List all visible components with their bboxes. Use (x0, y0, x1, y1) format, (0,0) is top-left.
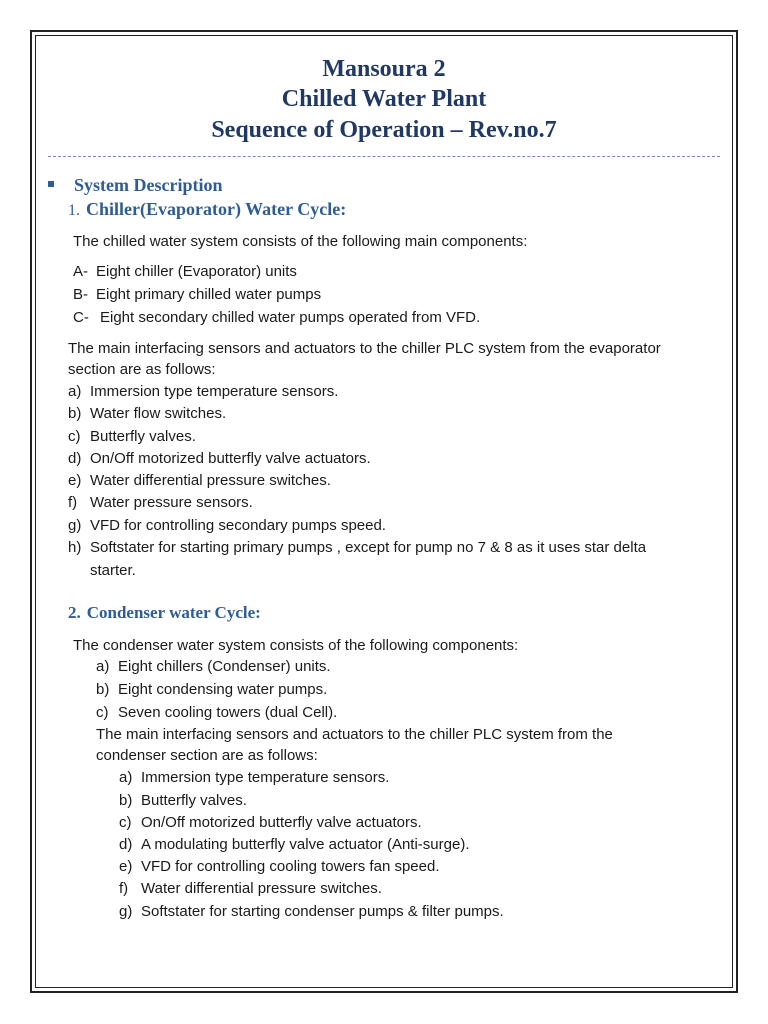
title-line-3: Sequence of Operation – Rev.no.7 (211, 117, 557, 143)
list-item: a) Immersion type temperature sensors. (68, 383, 339, 400)
list-item: B- Eight primary chilled water pumps (73, 286, 322, 303)
list-item: A- Eight chiller (Evaporator) units (73, 263, 297, 280)
list-item: f) Water differential pressure switches. (119, 880, 382, 897)
list-item: c) Seven cooling towers (dual Cell). (96, 704, 338, 721)
list-item: e) VFD for controlling cooling towers fan speed. (119, 858, 440, 875)
title-line-1: Mansoura 2 (322, 56, 446, 82)
list-item: h) Softstater for starting primary pumps , except for pump no 7 & 8 as it uses star delta (68, 539, 647, 556)
sub1-intro: The chilled water system consists of the following main components: (73, 233, 528, 250)
list-item: g) Softstater for starting condenser pumps & filter pumps. (119, 903, 504, 920)
list-item: C- Eight secondary chilled water pumps operated from VFD. (73, 309, 481, 326)
subsection-2-title: Condenser water Cycle: (86, 603, 261, 622)
subsection-1-title: Chiller(Evaporator) Water Cycle: (86, 199, 347, 219)
subsection-1-number: 1. (68, 202, 80, 219)
list-item: c) Butterfly valves. (68, 428, 196, 445)
list-item: b) Butterfly valves. (119, 792, 247, 809)
subsection-2-heading (68, 602, 261, 624)
sub2-paragraph-line-1: The main interfacing sensors and actuators to the chiller PLC system from the (96, 726, 613, 743)
list-item: d) A modulating butterfly valve actuator (Anti-surge). (119, 836, 470, 853)
list-item: b) Eight condensing water pumps. (96, 681, 328, 698)
list-item: a) Eight chillers (Condenser) units. (96, 658, 331, 675)
sub1-paragraph-line-2: section are as follows: (68, 361, 216, 378)
list-item: g) VFD for controlling secondary pumps speed. (68, 517, 386, 534)
sub2-paragraph-line-2: condenser section are as follows: (96, 747, 318, 764)
list-item: f) Water pressure sensors. (68, 494, 253, 511)
subsection-1-heading (68, 198, 346, 222)
list-item: d) On/Off motorized butterfly valve actuators. (68, 450, 371, 467)
list-item: c) On/Off motorized butterfly valve actuators. (119, 814, 422, 831)
list-item: e) Water differential pressure switches. (68, 472, 331, 489)
sub2-intro: The condenser water system consists of the following components: (73, 637, 519, 654)
sub1-paragraph-line-1: The main interfacing sensors and actuators to the chiller PLC system from the evaporator (68, 340, 661, 357)
section-heading: System Description (74, 175, 223, 195)
list-item: a) Immersion type temperature sensors. (119, 769, 390, 786)
list-item-continuation: starter. (90, 562, 136, 579)
dashed-divider (48, 156, 720, 157)
subsection-2-number: 2. (68, 603, 81, 622)
square-bullet-icon (48, 181, 54, 187)
list-item: b) Water flow switches. (68, 405, 227, 422)
title-line-2: Chilled Water Plant (281, 86, 487, 112)
